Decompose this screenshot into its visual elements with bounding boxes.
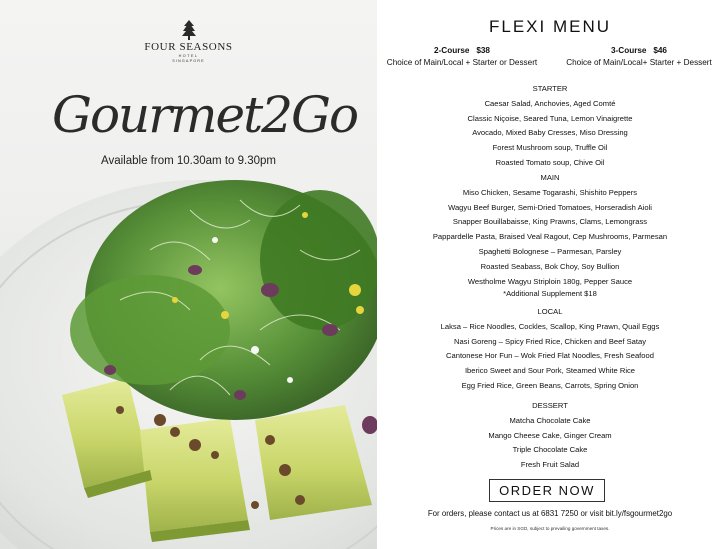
price-three-course [555,46,723,67]
order-now-button[interactable]: ORDER NOW [489,479,605,502]
contact-info: For orders, please contact us at 6831 7250 or visit bit.ly/fsgourmet2go [427,509,673,518]
section-local [377,305,723,394]
section-dessert [377,399,723,473]
menu-item: Snapper Bouillabaisse, King Prawns, Clams, Lemongrass [452,217,648,227]
supplement-note: *Additional Supplement $18 [503,289,597,299]
section-main [377,171,723,298]
brand-name: FOUR SEASONS [144,41,233,53]
section-heading: STARTER [532,84,568,93]
avocado-chunk [140,418,248,532]
menu-item: Nasi Goreng – Spicy Fried Rice, Chicken and Beef Satay [453,336,647,346]
menu-item: Classic Niçoise, Seared Tuna, Lemon Vinaigrette [467,113,633,123]
tree-icon [182,20,196,40]
brand-hotel: HOTEL [178,54,199,58]
menu-item: Miso Chicken, Sesame Togarashi, Shishito Peppers [462,187,638,197]
menu-item: Spaghetti Bolognese – Parmesan, Parsley [478,246,622,256]
menu-item: Mango Cheese Cake, Ginger Cream [488,430,612,440]
price-description: Choice of Main/Local + Starter or Dessert [386,58,538,67]
menu-item: Forest Mushroom soup, Truffle Oil [492,143,608,153]
price-description: Choice of Main/Local+ Starter + Dessert [566,58,712,67]
menu-item: Westholme Wagyu Striploin 180g, Pepper Sauce [467,276,633,286]
price-two-course [377,46,547,67]
menu-item: Caesar Salad, Anchovies, Aged Comté [484,98,616,108]
menu-item: Cantonese Hor Fun – Wok Fried Flat Noodles, Fresh Seafood [446,351,654,361]
menu-item: Avocado, Mixed Baby Cresses, Miso Dressing [472,128,628,138]
menu-item: Iberico Sweet and Sour Pork, Steamed White Rice [464,366,636,376]
menu-item: Fresh Fruit Salad [520,460,580,470]
menu-item: Triple Chocolate Cake [512,445,588,455]
brand-logo [0,20,377,63]
menu-item: Egg Fried Rice, Green Beans, Carrots, Spring Onion [461,380,639,390]
section-heading: DESSERT [532,401,568,410]
fine-print: Prices are in SGD, subject to prevailing government taxes. [490,526,610,531]
menu-item: Roasted Seabass, Bok Choy, Soy Bullion [480,261,620,271]
script-title: Gourmet2Go [52,86,358,144]
brand-city: SINGAPORE [172,59,205,63]
section-starter [377,82,723,171]
menu-panel [377,0,723,549]
section-heading: MAIN [540,173,560,182]
section-heading: LOCAL [537,307,563,316]
menu-item: Matcha Chocolate Cake [509,415,591,425]
menu-item: Wagyu Beef Burger, Semi-Dried Tomatoes, Horseradish Aioli [448,202,652,212]
availability-text: Available from 10.30am to 9.30pm [101,155,276,167]
menu-title: FLEXI MENU [488,17,612,36]
menu-item: Laksa – Rice Noodles, Cockles, Scallop, King Prawn, Quail Eggs [440,321,660,331]
menu-item: Pappardelle Pasta, Braised Veal Ragout, Cep Mushrooms, Parmesan [432,232,668,242]
menu-item: Roasted Tomato soup, Chive Oil [495,157,605,167]
price-heading: 2-Course $38 [434,46,490,55]
price-heading: 3-Course $46 [611,46,667,55]
